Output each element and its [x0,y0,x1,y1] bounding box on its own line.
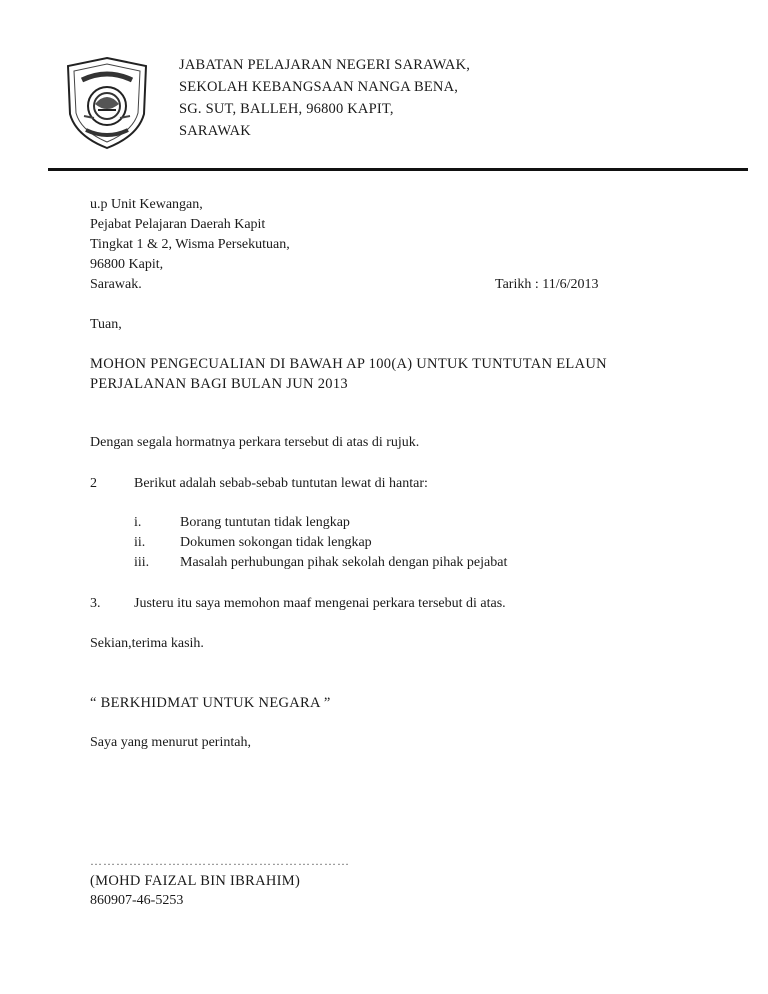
reason-3-text: Masalah perhubungan pihak sekolah dengan pihak pejabat [180,555,508,570]
subject-line-2: PERJALANAN BAGI BULAN JUN 2013 [90,376,348,392]
para-2-number: 2 [90,476,97,491]
recipient-line-1: u.p Unit Kewangan, [90,197,203,212]
signature-line: …………………………………………………… [90,854,350,868]
opening-paragraph: Dengan segala hormatnya perkara tersebut di atas di rujuk. [90,435,420,450]
signer-name: (MOHD FAIZAL BIN IBRAHIM) [90,873,301,889]
reason-2-text: Dokumen sokongan tidak lengkap [180,535,372,550]
motto: “ BERKHIDMAT UNTUK NEGARA ” [90,695,331,711]
recipient-line-2: Pejabat Pelajaran Daerah Kapit [90,217,266,232]
reason-2-number: ii. [134,535,146,550]
salutation: Tuan, [90,317,122,332]
header-line-3: SG. SUT, BALLEH, 96800 KAPIT, [179,101,394,117]
letter-date: Tarikh : 11/6/2013 [495,277,599,292]
recipient-line-5: Sarawak. [90,277,142,292]
subject-line-1: MOHON PENGECUALIAN DI BAWAH AP 100(A) UNTUK TUNTUTAN ELAUN [90,356,607,372]
header-divider [48,168,748,171]
closing: Sekian,terima kasih. [90,636,204,651]
reason-1-number: i. [134,515,142,530]
para-2-text: Berikut adalah sebab-sebab tuntutan lewat di hantar: [134,476,428,491]
recipient-line-3: Tingkat 1 & 2, Wisma Persekutuan, [90,237,290,252]
signer-ic-number: 860907-46-5253 [90,893,184,908]
sign-off: Saya yang menurut perintah, [90,735,251,750]
school-crest-logo [64,56,150,150]
header-line-2: SEKOLAH KEBANGSAAN NANGA BENA, [179,79,459,95]
reason-1-text: Borang tuntutan tidak lengkap [180,515,350,530]
para-3-number: 3. [90,596,101,611]
header-line-4: SARAWAK [179,123,251,139]
reason-3-number: iii. [134,555,150,570]
header-line-1: JABATAN PELAJARAN NEGERI SARAWAK, [179,57,471,73]
recipient-line-4: 96800 Kapit, [90,257,164,272]
para-3-text: Justeru itu saya memohon maaf mengenai perkara tersebut di atas. [134,596,506,611]
